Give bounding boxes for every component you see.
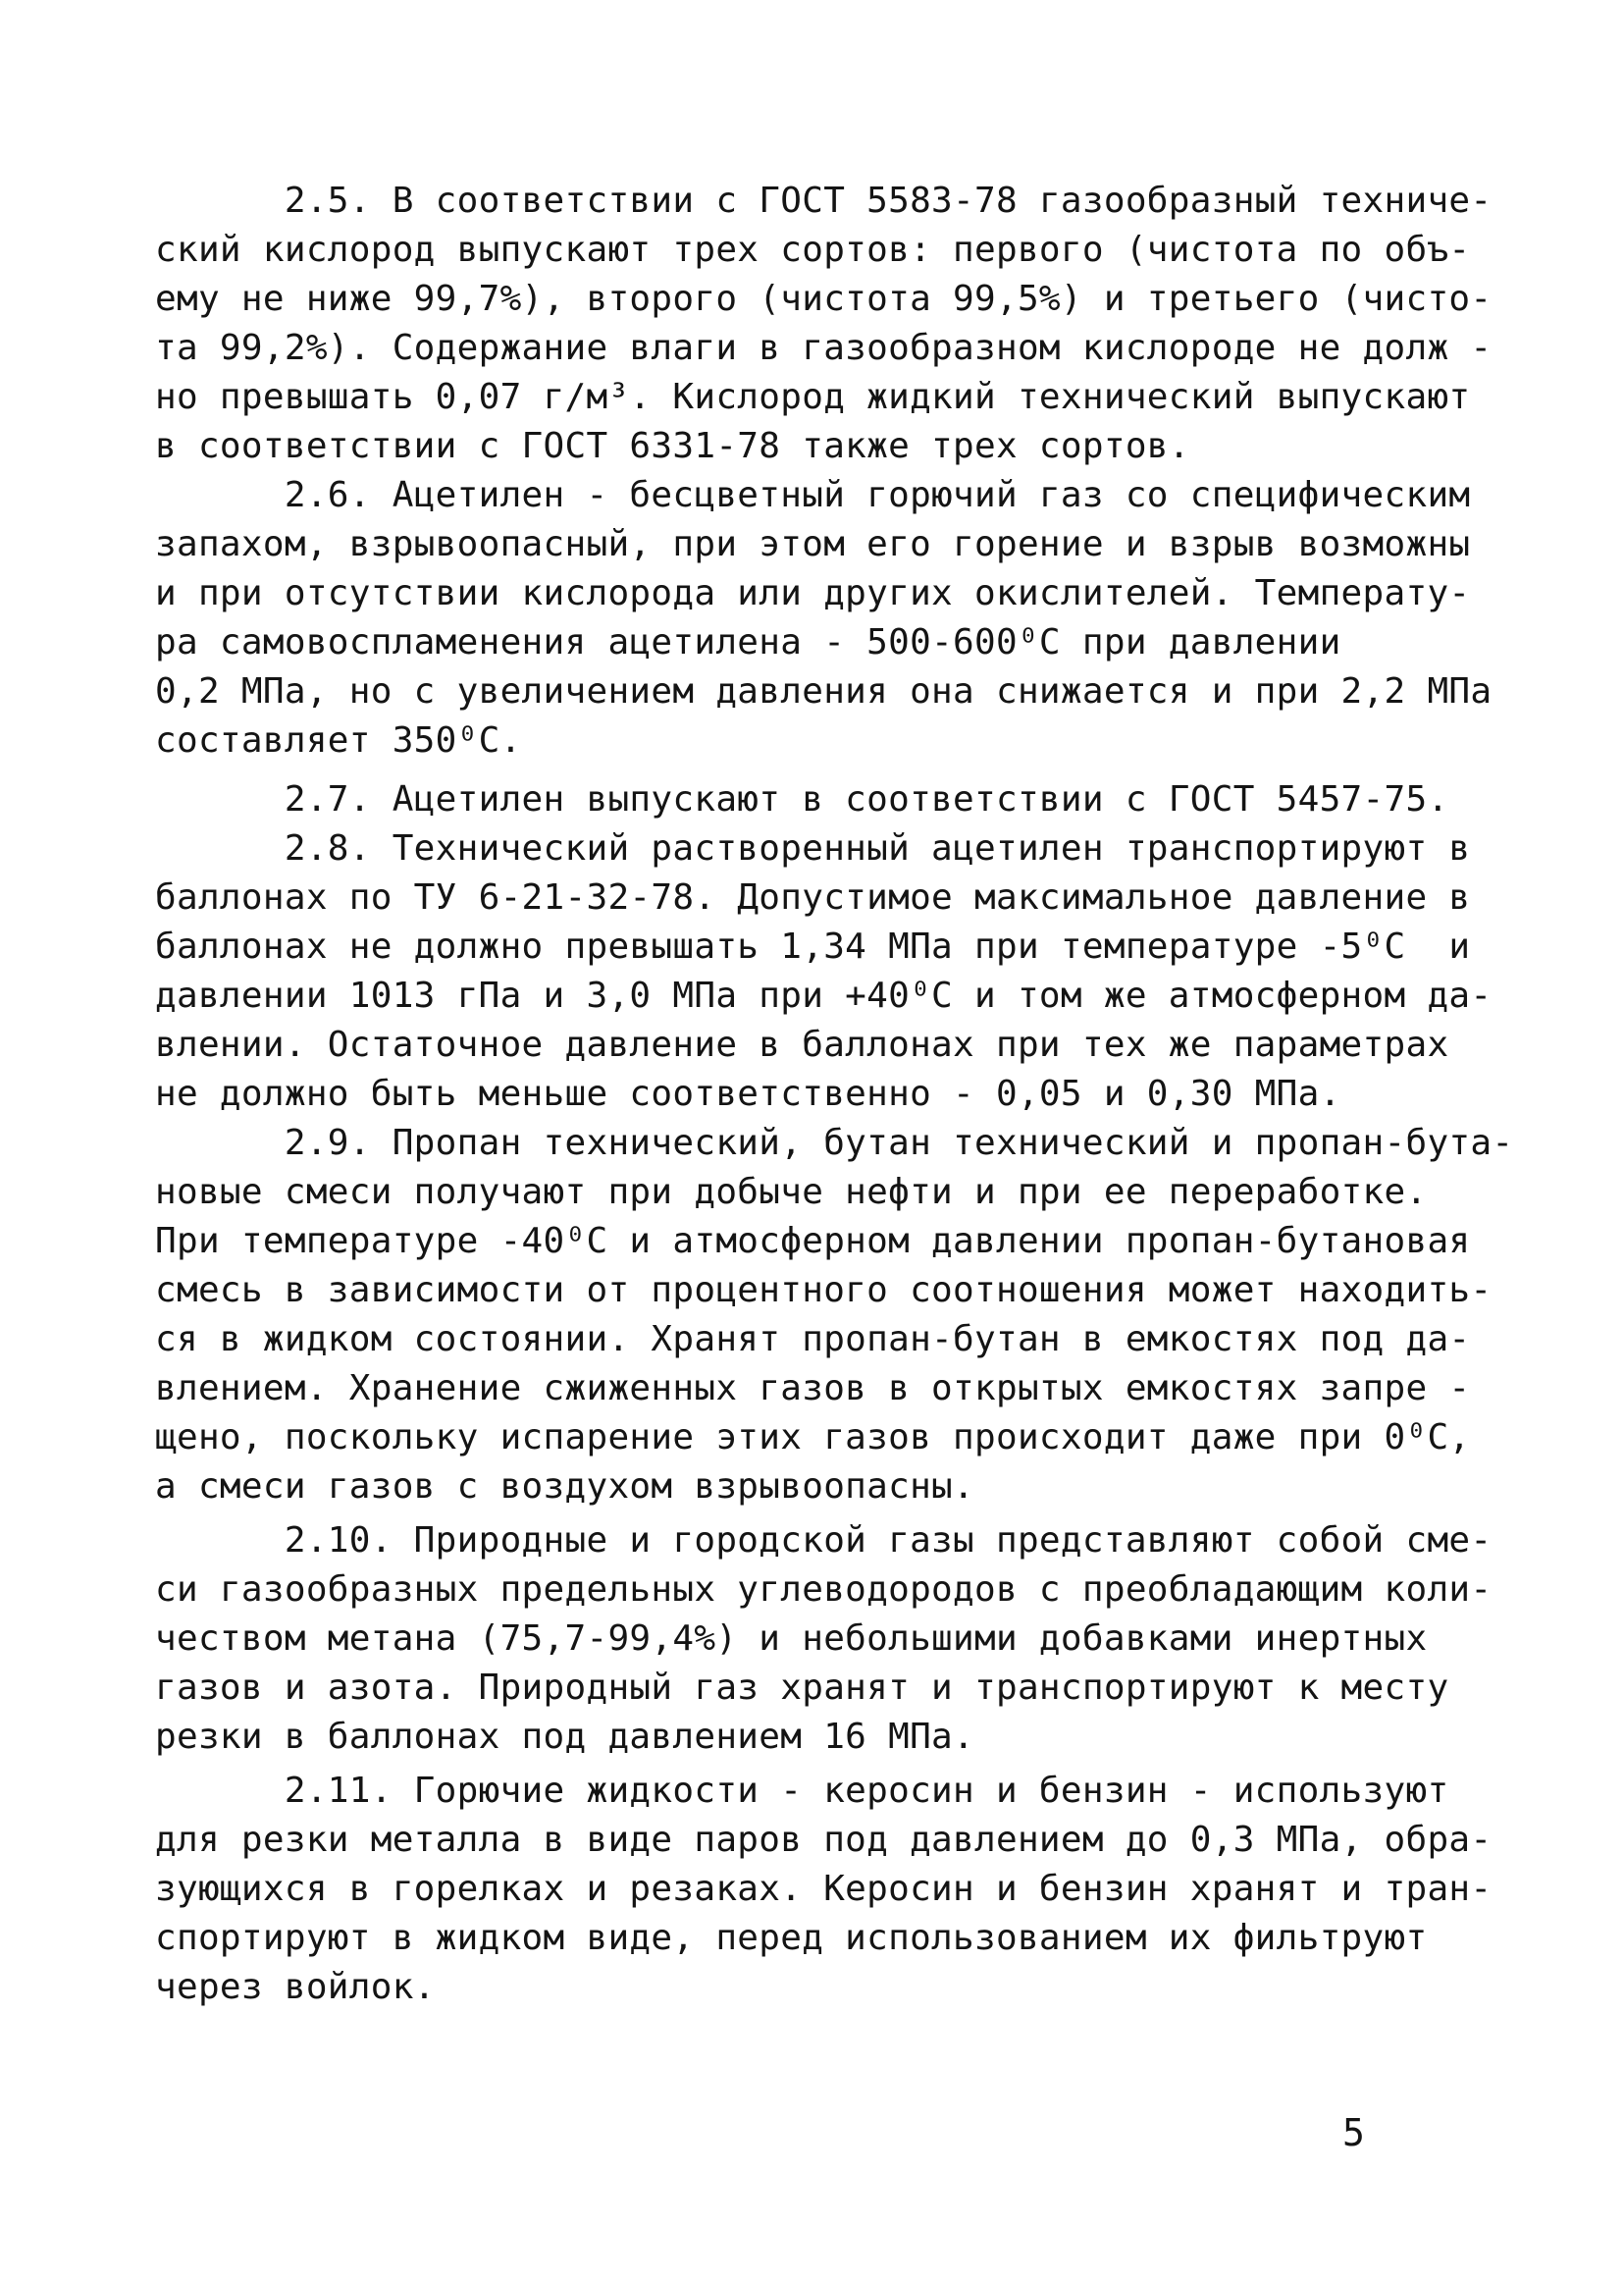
text-line: При температуре -40⁰С и атмосферном давлении пропан-бутановая: [155, 1221, 1471, 1261]
text-line: щено, поскольку испарение этих газов происходит даже при 0⁰С,: [155, 1417, 1471, 1457]
text-line: 2.7. Ацетилен выпускают в соответствии с ГОСТ 5457-75.: [155, 779, 1449, 820]
page-number: 5: [1342, 2111, 1366, 2154]
text-line: 0,2 МПа, но с увеличением давления она снижается и при 2,2 МПа: [155, 671, 1493, 712]
text-line: и при отсутствии кислорода или других окислителей. Температу-: [155, 573, 1471, 613]
text-line: а смеси газов с воздухом взрывоопасны.: [155, 1466, 975, 1507]
text-line: составляет 350⁰С.: [155, 720, 522, 761]
text-line: 2.5. В соответствии с ГОСТ 5583-78 газообразный техниче-: [155, 181, 1493, 221]
text-line: газов и азота. Природный газ хранят и транспортируют к месту: [155, 1668, 1449, 1708]
text-line: влением. Хранение сжиженных газов в открытых емкостях запре -: [155, 1368, 1471, 1408]
text-line: баллонах по ТУ 6-21-32-78. Допустимое максимальное давление в: [155, 877, 1471, 918]
text-line: ра самовоспламенения ацетилена - 500-600⁰С при давлении: [155, 622, 1341, 662]
text-line: давлении 1013 гПа и 3,0 МПа при +40⁰С и том же атмосферном да-: [155, 976, 1493, 1016]
text-line: но превышать 0,07 г/м³. Кислород жидкий технический выпускают: [155, 377, 1471, 417]
text-line: влении. Остаточное давление в баллонах при тех же параметрах: [155, 1025, 1449, 1065]
text-line: в соответствии с ГОСТ 6331-78 также трех сортов.: [155, 426, 1190, 466]
text-line: новые смеси получают при добыче нефти и при ее переработке.: [155, 1172, 1428, 1212]
text-line: смесь в зависимости от процентного соотношения может находить-: [155, 1270, 1493, 1310]
text-line: чеством метана (75,7-99,4%) и небольшими добавками инертных: [155, 1618, 1428, 1659]
text-line: 2.6. Ацетилен - бесцветный горючий газ со специфическим: [155, 475, 1471, 515]
text-line: си газообразных предельных углеводородов с преобладающим коли-: [155, 1569, 1493, 1610]
text-line: резки в баллонах под давлением 16 МПа.: [155, 1717, 975, 1757]
text-line: зующихся в горелках и резаках. Керосин и бензин хранят и тран-: [155, 1869, 1493, 1909]
text-line: спортируют в жидком виде, перед использованием их фильтруют: [155, 1918, 1428, 1958]
text-line: ский кислород выпускают трех сортов: первого (чистота по объ-: [155, 230, 1471, 270]
text-line: не должно быть меньше соответственно - 0,05 и 0,30 МПа.: [155, 1074, 1341, 1114]
text-line: та 99,2%). Содержание влаги в газообразном кислороде не долж -: [155, 328, 1493, 368]
text-line: через войлок.: [155, 1967, 436, 2007]
text-line: баллонах не должно превышать 1,34 МПа при температуре -5⁰С и: [155, 927, 1471, 967]
text-line: 2.11. Горючие жидкости - керосин и бензин - используют: [155, 1771, 1449, 1811]
text-line: ему не ниже 99,7%), второго (чистота 99,5%) и третьего (чисто-: [155, 279, 1493, 319]
text-line: 2.8. Технический растворенный ацетилен транспортируют в: [155, 828, 1471, 869]
text-line: запахом, взрывоопасный, при этом его горение и взрыв возможны: [155, 524, 1471, 564]
text-line: 2.10. Природные и городской газы представляют собой сме-: [155, 1520, 1493, 1561]
text-line: ся в жидком состоянии. Хранят пропан-бутан в емкостях под да-: [155, 1319, 1471, 1359]
text-line: для резки металла в виде паров под давлением до 0,3 МПа, обра-: [155, 1820, 1493, 1860]
text-line: 2.9. Пропан технический, бутан технический и пропан-бута-: [155, 1123, 1514, 1163]
